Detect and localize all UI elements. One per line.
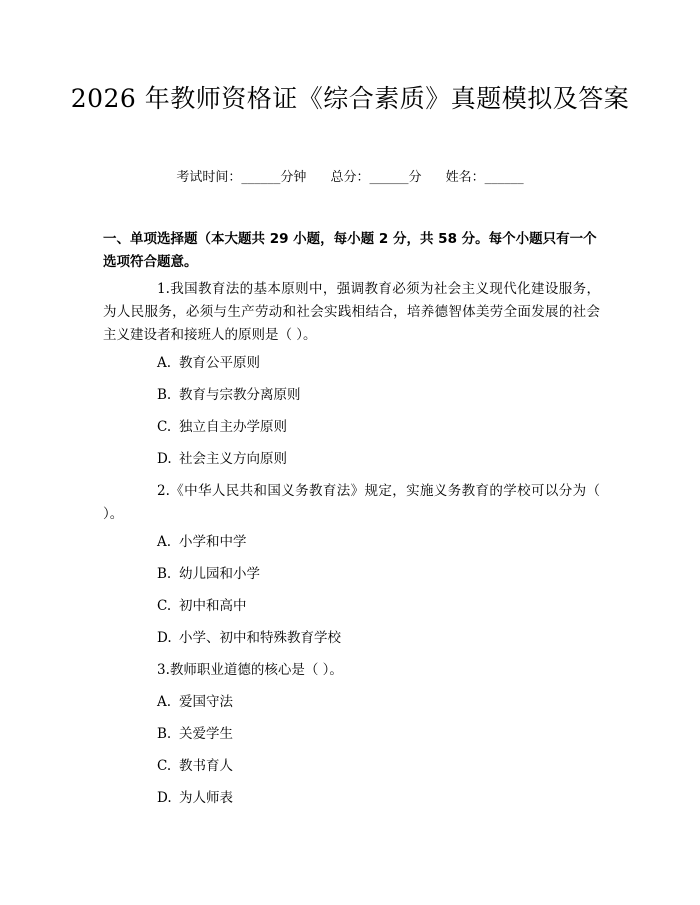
score-blank: ______	[369, 170, 409, 185]
option-2b	[157, 564, 260, 584]
question-number: 1.	[157, 281, 170, 297]
option-text: 为人师表	[179, 790, 233, 806]
option-letter: C.	[157, 758, 172, 774]
time-blank: ______	[241, 170, 281, 185]
option-3c	[157, 756, 233, 776]
exam-meta	[0, 168, 700, 188]
option-text: 爱国守法	[179, 694, 233, 710]
exam-name	[446, 170, 524, 185]
question-number: 2.	[157, 483, 170, 499]
option-letter: B.	[157, 387, 172, 403]
section-heading: 一、单项选择题（本大题共 29 小题，每小题 2 分，共 58 分。每个小题只有一个选项符合题意。	[103, 231, 597, 270]
exam-score	[330, 170, 421, 185]
option-1c	[157, 417, 287, 437]
time-label: 考试时间：	[176, 170, 242, 185]
option-letter: C.	[157, 598, 172, 614]
option-text: 独立自主办学原则	[179, 419, 287, 435]
question-2	[103, 480, 600, 526]
question-3	[103, 659, 600, 682]
option-text: 初中和高中	[179, 598, 247, 614]
name-blank: ______	[484, 170, 524, 185]
option-letter: B.	[157, 566, 172, 582]
option-2d	[157, 628, 341, 648]
question-text: 我国教育法的基本原则中，强调教育必须为社会主义现代化建设服务，为人民服务，必须与生产劳动和社会实践相结合，培养德智体美劳全面发展的社会主义建设者和接班人的原则是（ ）。	[103, 281, 600, 343]
score-unit: 分	[408, 170, 422, 185]
option-letter: D.	[157, 630, 172, 646]
option-text: 小学和中学	[179, 534, 247, 550]
option-text: 关爱学生	[179, 726, 233, 742]
option-1b	[157, 385, 301, 405]
option-3b	[157, 724, 233, 744]
question-text: 《中华人民共和国义务教育法》规定，实施义务教育的学校可以分为（ ）。	[103, 483, 600, 522]
option-2c	[157, 596, 247, 616]
option-3a	[157, 692, 233, 712]
option-text: 社会主义方向原则	[179, 451, 287, 467]
option-3d	[157, 788, 233, 808]
option-letter: A.	[157, 534, 172, 550]
score-label: 总分：	[330, 170, 370, 185]
time-unit: 分钟	[280, 170, 307, 185]
question-text: 教师职业道德的核心是（ ）。	[169, 662, 343, 678]
option-letter: B.	[157, 726, 172, 742]
option-1d	[157, 449, 287, 469]
option-text: 幼儿园和小学	[179, 566, 260, 582]
option-text: 小学、初中和特殊教育学校	[179, 630, 341, 646]
option-letter: A.	[157, 355, 172, 371]
option-text: 教育与宗教分离原则	[179, 387, 301, 403]
question-1	[103, 278, 600, 347]
option-2a	[157, 532, 247, 552]
option-letter: A.	[157, 694, 172, 710]
option-text: 教书育人	[179, 758, 233, 774]
document-title: 2026 年教师资格证《综合素质》真题模拟及答案	[70, 84, 630, 113]
option-1a	[157, 353, 260, 373]
exam-time	[176, 170, 306, 185]
option-text: 教育公平原则	[179, 355, 260, 371]
name-label: 姓名：	[445, 170, 485, 185]
option-letter: C.	[157, 419, 172, 435]
option-letter: D.	[157, 790, 172, 806]
option-letter: D.	[157, 451, 172, 467]
question-number: 3.	[157, 662, 170, 678]
